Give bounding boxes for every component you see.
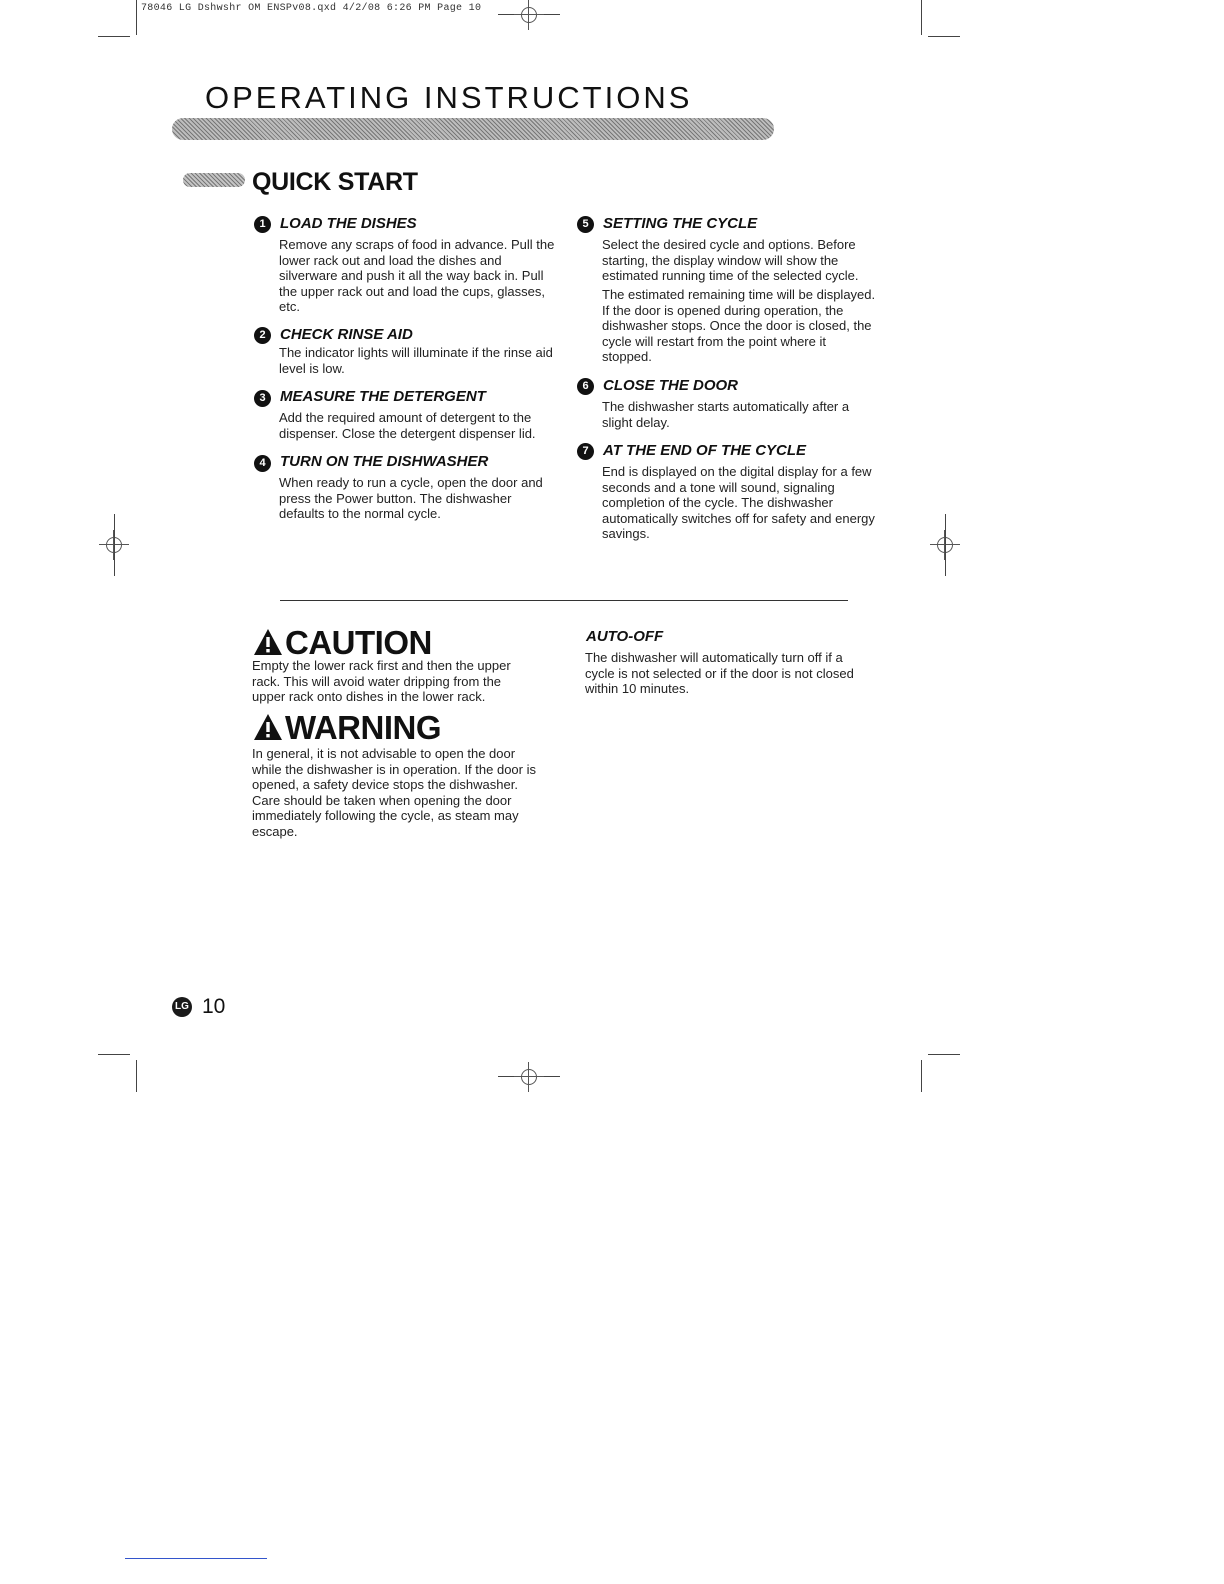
crop-mark [921, 1060, 922, 1092]
warning-heading [253, 709, 441, 747]
step-heading: LOAD THE DISHES [280, 215, 417, 232]
step-heading: SETTING THE CYCLE [603, 215, 758, 232]
lg-logo-icon: LG [172, 997, 192, 1017]
warning-text: In general, it is not advisable to open the door while the dishwasher is in operation. If the door is opened, a safety device stops the dishwasher. Care should be taken when opening the door immediately following the cycle, as steam may escape. [252, 746, 536, 839]
crop-mark [136, 1060, 137, 1092]
section-marker-pill [183, 173, 245, 187]
step-number-badge: 2 [254, 327, 271, 344]
step-number-badge: 3 [254, 390, 271, 407]
step-text: When ready to run a cycle, open the door and press the Power button. The dishwasher defaults to the normal cycle. [279, 475, 543, 521]
warning-label: WARNING [285, 709, 441, 746]
crop-mark [928, 36, 960, 37]
step-heading: MEASURE THE DETERGENT [280, 388, 486, 405]
crop-mark [114, 514, 115, 576]
crop-mark [136, 0, 137, 35]
section-divider [280, 600, 848, 601]
registration-mark-icon [514, 0, 544, 30]
auto-off-text: The dishwasher will automatically turn off if a cycle is not selected or if the door is not closed within 10 minutes. [585, 650, 854, 696]
page-number: 10 [202, 995, 226, 1018]
crop-mark [98, 36, 130, 37]
section-title: QUICK START [252, 168, 418, 196]
print-slug: 78046 LG Dshwshr OM ENSPv08.qxd 4/2/08 6:26 PM Page 10 [141, 3, 482, 14]
step-text: The dishwasher starts automatically after a slight delay. [602, 399, 850, 430]
step-number-badge: 4 [254, 455, 271, 472]
step-number-badge: 1 [254, 216, 271, 233]
title-underline-bar [172, 118, 774, 140]
page-title: OPERATING INSTRUCTIONS [205, 80, 693, 115]
caution-heading [253, 624, 432, 662]
step-heading: CLOSE THE DOOR [603, 377, 739, 394]
crop-mark [945, 514, 946, 576]
registration-mark-icon [514, 1062, 544, 1092]
bottom-rule [125, 1558, 267, 1559]
step-number-badge: 5 [577, 216, 594, 233]
step-text: Remove any scraps of food in advance. Pull the lower rack out and load the dishes and silverware and push it all the way back in. Pull the upper rack out and load the cups, glasses, etc. [279, 237, 555, 314]
crop-mark [921, 0, 922, 35]
step-number-badge: 7 [577, 443, 594, 460]
step-text: Add the required amount of detergent to the dispenser. Close the detergent dispenser lid. [279, 410, 536, 441]
step-text: End is displayed on the digital display for a few seconds and a tone will sound, signaling completion of the cycle. The dishwasher automatically switches off for safety and energy savings. [602, 464, 875, 541]
step-text: The indicator lights will illuminate if the rinse aid level is low. [279, 345, 553, 376]
caution-warning-triangle-icon [253, 628, 283, 656]
step-text: Select the desired cycle and options. Before starting, the display window will show the estimated running time of the selected cycle. [602, 237, 859, 283]
caution-label: CAUTION [285, 624, 432, 661]
step-heading: TURN ON THE DISHWASHER [280, 453, 489, 470]
step-text: The estimated remaining time will be displayed. If the door is opened during operation, the dishwasher stops. Once the door is closed, the cycle will restart from the point where it stopped. [602, 287, 876, 364]
warning-triangle-icon [253, 713, 283, 741]
step-number-badge: 6 [577, 378, 594, 395]
crop-mark [928, 1054, 960, 1055]
auto-off-heading: AUTO-OFF [586, 628, 664, 645]
crop-mark [98, 1054, 130, 1055]
step-heading: AT THE END OF THE CYCLE [603, 442, 807, 459]
step-heading: CHECK RINSE AID [280, 326, 413, 343]
caution-text: Empty the lower rack first and then the upper rack. This will avoid water dripping from the upper rack onto dishes in the lower rack. [252, 658, 511, 704]
